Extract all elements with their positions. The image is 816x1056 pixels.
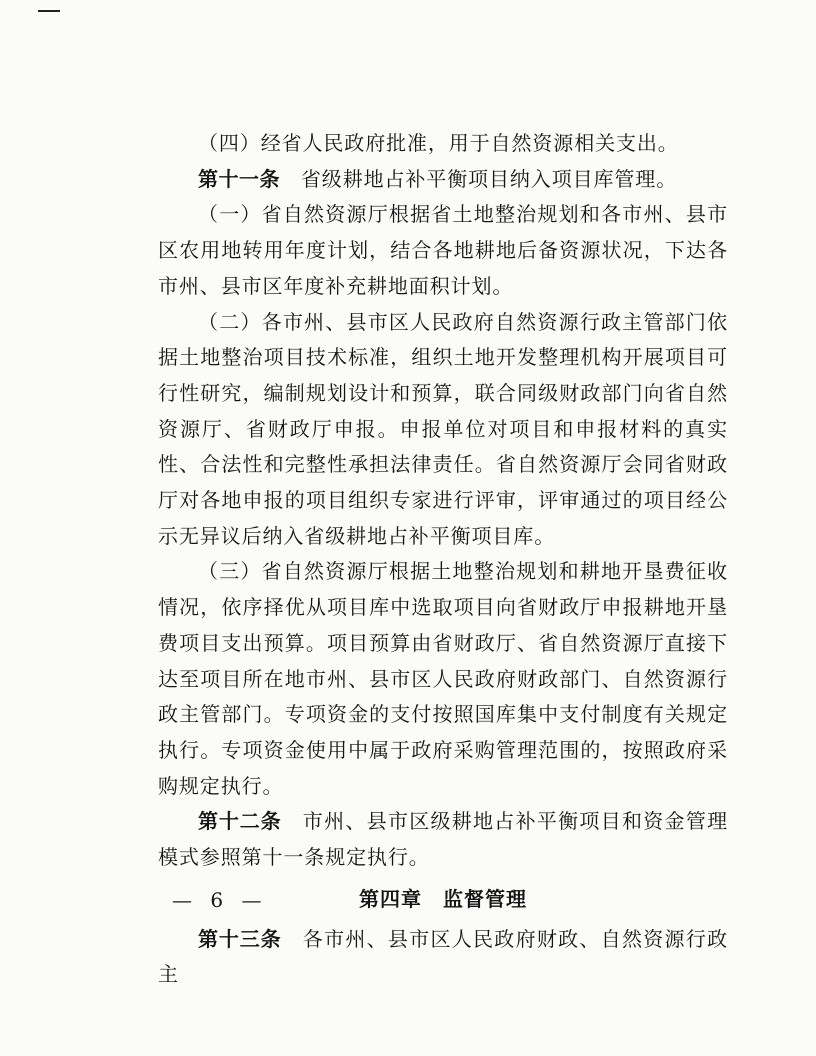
article-12 [158, 804, 728, 875]
paragraph-item-1: （一）省自然资源厅根据省土地整治规划和各市州、县市区农用地转用年度计划，结合各地耕地后备资源状况，下达各市州、县市区年度补充耕地面积计划。 [158, 202, 728, 298]
article-13 [158, 922, 728, 993]
article-11-heading: 第十一条 [198, 166, 280, 191]
article-12-text: 市州、县市区级耕地占补平衡项目和资金管理模式参照第十一条规定执行。 [158, 809, 728, 870]
document-body [158, 126, 728, 993]
article-13-text: 各市州、县市区人民政府财政、自然资源行政主 [158, 926, 728, 987]
article-13-heading: 第十三条 [198, 926, 282, 951]
page-number: — 6 — [172, 888, 268, 912]
article-11-text: 省级耕地占补平衡项目纳入项目库管理。 [300, 166, 678, 191]
article-11 [158, 162, 728, 198]
paragraph-item-4: （四）经省人民政府批准，用于自然资源相关支出。 [198, 131, 679, 155]
chapter-heading: 第四章 监督管理 [359, 886, 527, 911]
paragraph-item-3: （三）省自然资源厅根据土地整治规划和耕地开垦费征收情况，依序择优从项目库中选取项目向省财政厅申报耕地开垦费项目支出预算。项目预算由省财政厅、省自然资源厅直接下达至项目所在地市州、县市区人民政府财政部门、自然资源行政主管部门。专项资金的支付按照国库集中支付制度有关规定执行。专项资金使用中属于政府采购管理范围的，按照政府采购规定执行。 [158, 559, 728, 798]
paragraph-item-2: （二）各市州、县市区人民政府自然资源行政主管部门依据土地整治项目技术标准，组织土地开发整理机构开展项目可行性研究，编制规划设计和预算，联合同级财政部门向省自然资源厅、省财政厅申报。申报单位对项目和申报材料的真实性、合法性和完整性承担法律责任。省自然资源厅会同省财政厅对各地申报的项目组织专家进行评审，评审通过的项目经公示无异议后纳入省级耕地占补平衡项目库。 [158, 309, 728, 548]
scan-edge-mark [38, 10, 60, 12]
article-12-heading: 第十二条 [198, 809, 282, 834]
